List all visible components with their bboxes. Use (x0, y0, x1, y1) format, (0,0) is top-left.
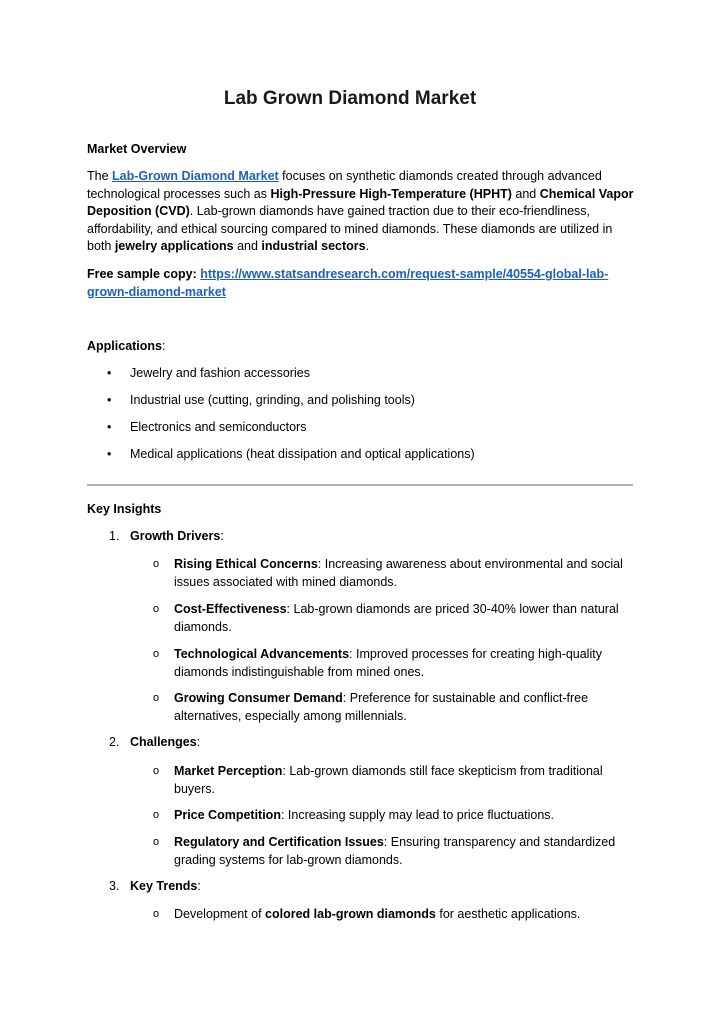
circle-bullet-icon: o (153, 836, 160, 848)
circle-bullet-icon: o (153, 692, 160, 704)
circle-bullet-icon: o (153, 809, 160, 821)
market-link[interactable]: Lab-Grown Diamond Market (112, 169, 279, 183)
overview-paragraph: The Lab-Grown Diamond Market focuses on synthetic diamonds created through advanced technological processes such as High-Pressure High-Temperature (HPHT) and Chemical Vapor Deposition (CVD). Lab-grown diamonds have gained traction due to their eco-friendliness, affordability, and ethical sourcing compared to mined diamonds. These diamonds are utilized in both jewelry applications and industrial sectors. (87, 169, 634, 253)
applications-heading: Applications: (87, 339, 166, 353)
circle-bullet-icon: o (153, 765, 160, 777)
free-sample-label: Free sample copy: (87, 267, 201, 281)
bullet-icon: • (107, 366, 112, 380)
circle-bullet-icon: o (153, 603, 160, 615)
bullet-icon: • (107, 393, 112, 407)
key-insights-heading: Key Insights (87, 502, 162, 516)
free-sample-link[interactable]: https://www.statsandresearch.com/request-sample/40554-global-lab-grown-diamond-market (87, 267, 609, 299)
circle-bullet-icon: o (153, 648, 160, 660)
document-page: Lab Grown Diamond Market Market Overview The Lab-Grown Diamond Market focuses on synthetic diamonds created through advanced technological processes such as High-Pressure High-Temperature (HPHT) and Chemical Vapor Deposition (CVD). Lab-grown diamonds have gained traction due to their eco-friendliness, affordability, and ethical sourcing compared to mined diamonds. These diamonds are utilized in both jewelry applications and industrial sectors. Free sample copy: https://www.statsandresearch.com/request-sample/40554-global-lab-grown-diamond-market Applications: • Jewelry and fashion accessories • Industrial use (cutting, grinding, and polishing tools) • Electronics and semiconductors • Medical applications (heat dissipation and optical applications) Key Insights 1. Growth Drivers: o Rising Ethical Concerns: Increasing awareness about environmental and social issues associated with mined diamonds. o Cost-Effectiveness: Lab-grown diamonds are priced 30-40% lower than natural diamonds. o Technological Advancements: Improved processes for creating high-quality diamonds indistinguishable from mined ones. o Growing Consumer Demand: Preference for sustainable and conflict-free alternatives, especially among millennials. 2. Challenges: o Market Perception: Lab-grown diamonds still face skepticism from traditional buyers. o Price Competition: Increasing supply may lead to price fluctuations. o Regulatory and Certification Issues: Ensuring transparency and standardized grading systems for lab-grown diamonds. 3. Key Trends: o Development of colored lab-grown diamonds for aesthetic applications. (0, 0, 720, 1018)
circle-bullet-icon: o (153, 908, 160, 920)
page-title: Lab Grown Diamond Market (223, 88, 477, 109)
bullet-icon: • (107, 447, 112, 461)
market-overview-heading: Market Overview (87, 142, 187, 156)
circle-bullet-icon: o (153, 558, 160, 570)
bullet-icon: • (107, 420, 112, 434)
divider (87, 484, 633, 486)
free-sample-line (87, 266, 637, 301)
